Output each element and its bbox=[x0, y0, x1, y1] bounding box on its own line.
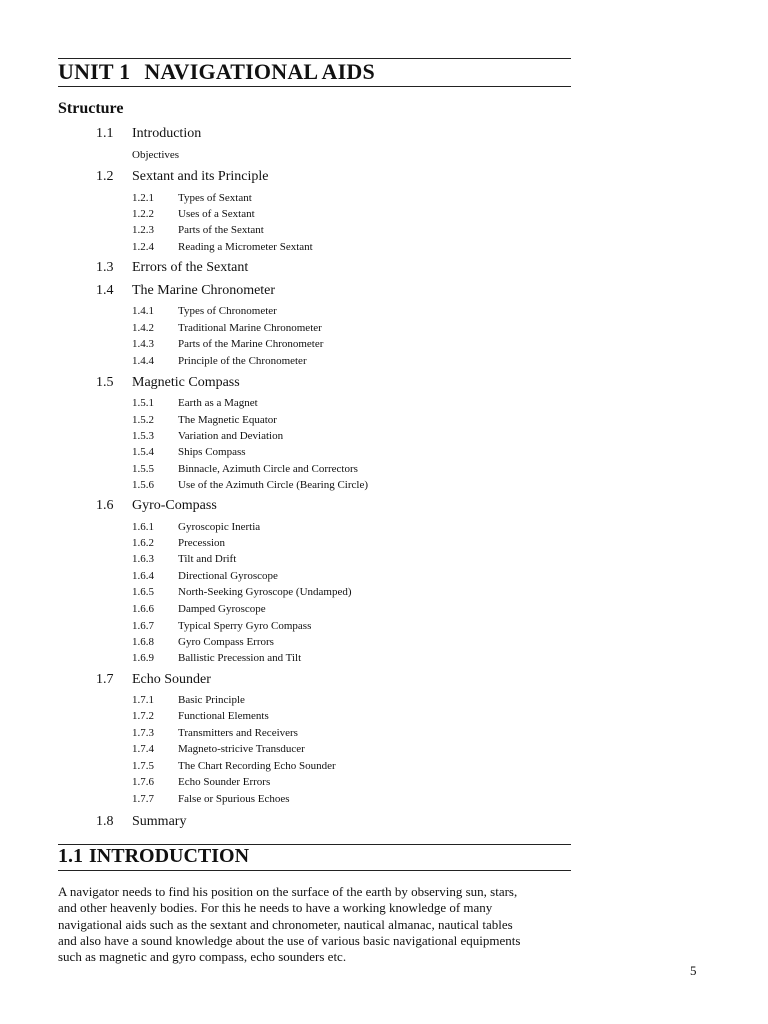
toc-number: 1.4.2 bbox=[132, 322, 154, 334]
toc-number: 1.5.1 bbox=[132, 397, 154, 409]
toc-number: 1.4.3 bbox=[132, 338, 154, 350]
unit-name: NAVIGATIONAL AIDS bbox=[144, 59, 375, 84]
toc-number: 1.6.2 bbox=[132, 537, 154, 549]
toc-label: Basic Principle bbox=[178, 694, 245, 706]
toc-number: 1.7.7 bbox=[132, 793, 154, 805]
toc-number: 1.6.5 bbox=[132, 586, 154, 598]
toc-number: 1.6.1 bbox=[132, 521, 154, 533]
intro-line: and also have a sound knowledge about the use of various basic navigational equipments bbox=[58, 932, 521, 948]
section-number: 1.1 bbox=[58, 845, 83, 867]
toc-label: Summary bbox=[132, 814, 187, 829]
toc-number: 1.6 bbox=[96, 498, 114, 513]
unit-title bbox=[58, 59, 375, 85]
toc-number: 1.7.5 bbox=[132, 760, 154, 772]
toc-number: 1.5.5 bbox=[132, 463, 154, 475]
intro-paragraph bbox=[58, 884, 578, 965]
toc-label: Gyro Compass Errors bbox=[178, 636, 274, 648]
toc-label: Objectives bbox=[132, 149, 180, 161]
unit-number: UNIT 1 bbox=[58, 59, 131, 84]
toc-number: 1.7 bbox=[96, 672, 114, 687]
intro-line: A navigator needs to find his position on the surface of the earth by observing sun, stars, bbox=[58, 884, 518, 899]
toc-label: The Marine Chronometer bbox=[132, 283, 276, 298]
toc-number: 1.7.6 bbox=[132, 776, 154, 788]
toc-number: 1.3 bbox=[96, 260, 114, 275]
toc-label: North-Seeking Gyroscope (Undamped) bbox=[178, 586, 352, 598]
toc-number: 1.6.8 bbox=[132, 636, 154, 648]
toc-label: Uses of a Sextant bbox=[178, 208, 255, 220]
toc-label: Gyroscopic Inertia bbox=[178, 521, 261, 533]
section-bottom-rule bbox=[58, 870, 571, 871]
section-name: INTRODUCTION bbox=[89, 845, 250, 867]
toc-label: Binnacle, Azimuth Circle and Correctors bbox=[178, 463, 358, 475]
toc-number: 1.5.3 bbox=[132, 430, 154, 442]
page-number: 5 bbox=[690, 963, 697, 978]
toc-number: 1.7.3 bbox=[132, 727, 154, 739]
toc-label: Gyro-Compass bbox=[132, 498, 217, 513]
toc-number: 1.4.4 bbox=[132, 355, 154, 367]
toc-label: Typical Sperry Gyro Compass bbox=[178, 620, 312, 632]
section-heading bbox=[58, 845, 249, 868]
toc-number: 1.5 bbox=[96, 375, 114, 390]
intro-line: such as magnetic and gyro compass, echo sounders etc. bbox=[58, 949, 347, 965]
toc-label: Echo Sounder bbox=[132, 672, 211, 687]
toc-number: 1.1 bbox=[96, 126, 114, 141]
toc-label: Tilt and Drift bbox=[178, 553, 237, 565]
toc-number: 1.6.6 bbox=[132, 603, 154, 615]
toc-label: False or Spurious Echoes bbox=[178, 793, 290, 805]
toc-number: 1.2.1 bbox=[132, 192, 154, 204]
toc-number: 1.6.7 bbox=[132, 620, 154, 632]
structure-heading: Structure bbox=[58, 100, 124, 117]
toc-number: 1.2.4 bbox=[132, 241, 154, 253]
toc-number: 1.7.2 bbox=[132, 710, 154, 722]
toc-label: Principle of the Chronometer bbox=[178, 355, 307, 367]
toc-label: Echo Sounder Errors bbox=[178, 776, 271, 788]
toc-number: 1.6.3 bbox=[132, 553, 154, 565]
intro-line: navigational aids such as the sextant and chronometer, nautical almanac, nautical tables bbox=[58, 916, 513, 932]
toc-label: Use of the Azimuth Circle (Bearing Circle) bbox=[178, 479, 368, 491]
toc-label: Parts of the Sextant bbox=[178, 224, 264, 236]
toc-number: 1.8 bbox=[96, 814, 114, 829]
toc-number: 1.7.1 bbox=[132, 694, 154, 706]
toc-number: 1.2.2 bbox=[132, 208, 154, 220]
toc-label: Magneto-stricive Transducer bbox=[178, 743, 305, 755]
toc-label: Magnetic Compass bbox=[132, 375, 240, 390]
toc-label: Precession bbox=[178, 537, 226, 549]
toc-label: Sextant and its Principle bbox=[132, 169, 269, 184]
toc-label: Introduction bbox=[132, 126, 202, 141]
title-bottom-rule bbox=[58, 86, 571, 87]
toc-label: Directional Gyroscope bbox=[178, 570, 278, 582]
toc-label: Ships Compass bbox=[178, 446, 246, 458]
toc-number: 1.7.4 bbox=[132, 743, 154, 755]
toc-label: The Magnetic Equator bbox=[178, 414, 277, 426]
intro-line: and other heavenly bodies. For this he needs to have a working knowledge of many bbox=[58, 900, 493, 916]
toc-label: The Chart Recording Echo Sounder bbox=[178, 760, 336, 772]
toc-label: Transmitters and Receivers bbox=[178, 727, 298, 739]
toc-number: 1.5.6 bbox=[132, 479, 154, 491]
toc-number: 1.5.4 bbox=[132, 446, 154, 458]
toc-label: Earth as a Magnet bbox=[178, 397, 258, 409]
toc-number: 1.6.9 bbox=[132, 652, 154, 664]
toc-label: Reading a Micrometer Sextant bbox=[178, 241, 313, 253]
toc-label: Variation and Deviation bbox=[178, 430, 284, 442]
toc-number: 1.4.1 bbox=[132, 305, 154, 317]
toc-label: Types of Chronometer bbox=[178, 305, 277, 317]
toc-number: 1.2.3 bbox=[132, 224, 154, 236]
toc-label: Traditional Marine Chronometer bbox=[178, 322, 322, 334]
toc-number: 1.2 bbox=[96, 169, 114, 184]
toc-label: Functional Elements bbox=[178, 710, 269, 722]
toc-label: Parts of the Marine Chronometer bbox=[178, 338, 324, 350]
toc-label: Types of Sextant bbox=[178, 192, 252, 204]
toc-label: Damped Gyroscope bbox=[178, 603, 266, 615]
toc-label: Errors of the Sextant bbox=[132, 260, 249, 275]
toc-label: Ballistic Precession and Tilt bbox=[178, 652, 302, 664]
toc-number: 1.5.2 bbox=[132, 414, 154, 426]
toc-number: 1.4 bbox=[96, 283, 114, 298]
toc-number: 1.6.4 bbox=[132, 570, 154, 582]
